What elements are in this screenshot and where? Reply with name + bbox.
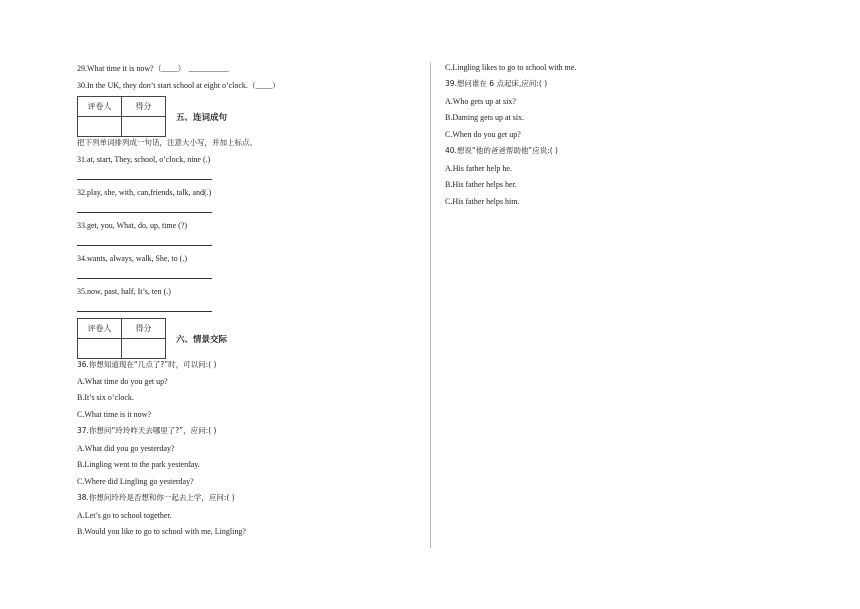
question-34: 34.wants, always, walk, She, to (.) [77,254,187,263]
score-header: 得分 [122,319,166,339]
question-30-blank: ____ [255,81,272,90]
score-cell [122,339,166,359]
question-29-tail: __________ [188,64,229,73]
answer-line-33 [77,245,212,246]
question-35: 35.now, past, half, It’s, ten (.) [77,287,171,296]
question-37-option-c: C.Where did Lingling go yesterday? [77,477,194,486]
question-30-text: 30.In the UK, they don’t start school at eight o’clock.（ [77,81,256,90]
question-39-option-a: A.Who gets up at six? [445,97,516,106]
question-36-option-c: C.What time is it now? [77,410,151,419]
question-32: 32.play, she, with, can,friends, talk, and(.) [77,188,212,197]
answer-line-35 [77,311,212,312]
question-40-stem: 40.想说“他的爸爸帮助他”应说:( ) [445,146,558,155]
question-29-blank: ____ [161,64,178,73]
score-table-section-5 [77,96,166,137]
grader-header: 评卷人 [78,97,122,117]
question-37-stem: 37.你想问“玲玲昨天去哪里了?”，应问:( ) [77,426,217,435]
score-table-section-6 [77,318,166,359]
question-36-option-a: A.What time do you get up? [77,377,168,386]
answer-line-32 [77,212,212,213]
question-36-stem: 36.你想知道现在“几点了?”时，可以问:( ) [77,360,217,369]
question-38-option-c: C.Lingling likes to go to school with me. [445,63,577,72]
question-29-text: 29.What time it is now?（ [77,64,162,73]
grader-cell [78,339,122,359]
column-divider [430,62,431,548]
grader-cell [78,117,122,137]
question-37-option-a: A.What did you go yesterday? [77,444,175,453]
question-38-option-b: B.Would you like to go to school with me, Lingling? [77,527,246,536]
question-39-option-b: B.Daming gets up at six. [445,113,525,122]
question-40-option-c: C.His father helps him. [445,197,520,206]
question-38-stem: 38.你想问玲玲是否想和你一起去上学，应问:( ) [77,493,235,502]
score-header: 得分 [122,97,166,117]
section-5-instruction: 把下列单词排列成一句话，注意大小写，并加上标点。 [77,138,257,147]
question-30-close: ） [271,81,280,90]
grader-header: 评卷人 [78,319,122,339]
question-29-close: ） [177,64,186,73]
question-38-option-a: A.Let’s go to school together. [77,511,172,520]
question-36-option-b: B.It’s six o’clock. [77,393,134,402]
section-5-title: 五、连词成句 [176,113,228,123]
question-30 [77,81,280,91]
question-39-stem: 39.想问谁在 6 点起床,应问:( ) [445,79,548,88]
question-29 [77,64,229,74]
question-40-option-a: A.His father help he. [445,164,512,173]
question-37-option-b: B.Lingling went to the park yesterday. [77,460,200,469]
question-39-option-c: C.When do you get up? [445,130,521,139]
question-40-option-b: B.His father helps her. [445,180,517,189]
answer-line-31 [77,179,212,180]
section-6-title: 六、情景交际 [176,335,228,345]
question-31: 31.at, start, They, school, o’clock, nine (.) [77,155,211,164]
score-cell [122,117,166,137]
answer-line-34 [77,278,212,279]
question-33: 33.get, you, What, do, up, time (?) [77,221,188,230]
